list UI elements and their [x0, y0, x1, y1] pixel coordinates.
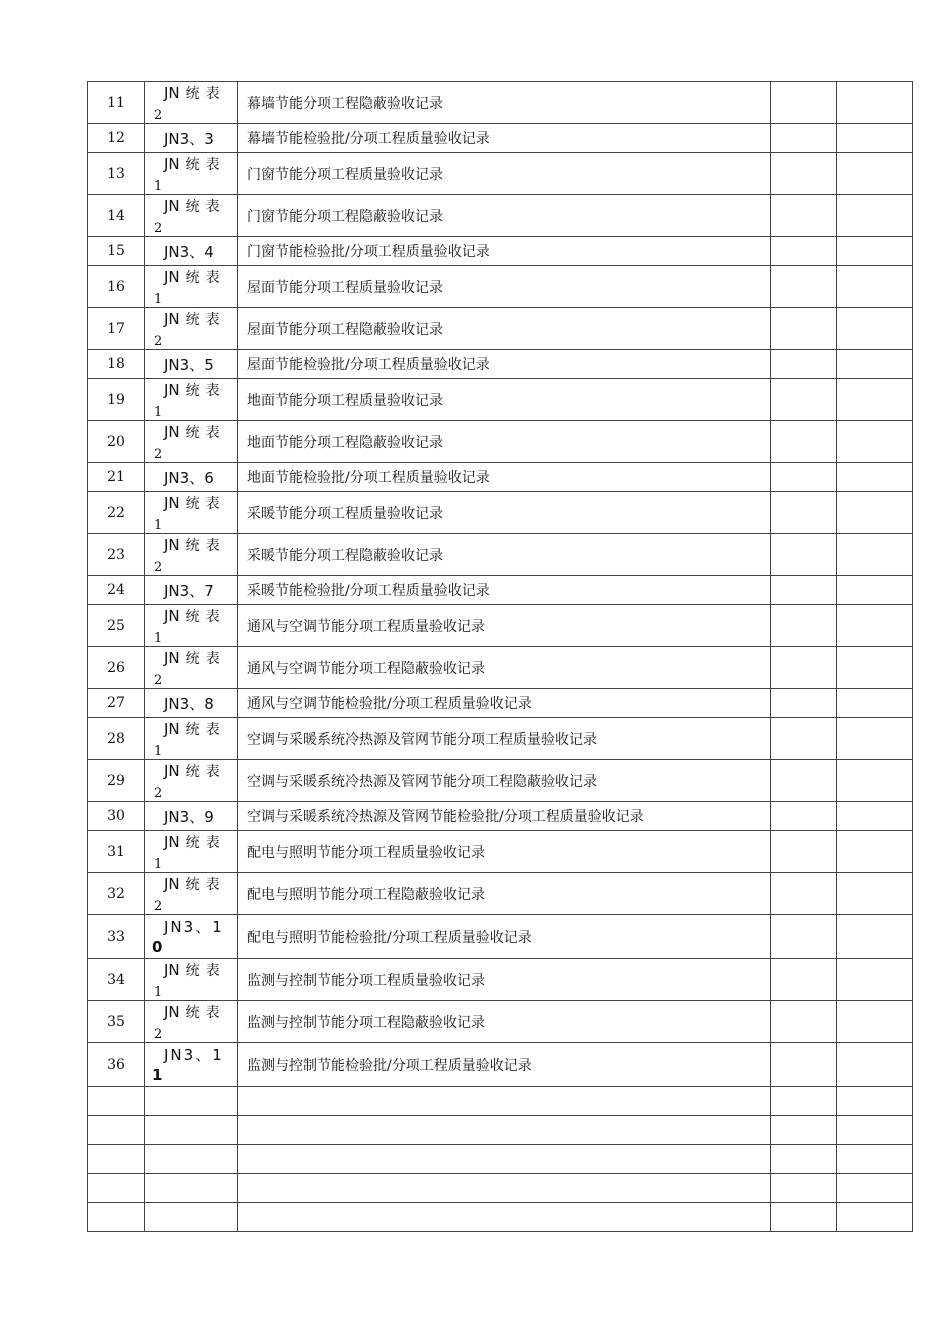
form-code-cell [145, 605, 238, 647]
col-4-cell [771, 237, 837, 266]
table-row [88, 689, 913, 718]
empty-table-row [88, 1116, 913, 1145]
table-row [88, 379, 913, 421]
table-row [88, 534, 913, 576]
empty-cell [88, 1174, 145, 1203]
form-code-number: 2 [154, 1027, 163, 1042]
empty-table-row [88, 1203, 913, 1232]
form-code-cell [145, 237, 238, 266]
record-name: 采暖节能检验批/分项工程质量验收记录 [238, 576, 771, 605]
form-code-cell [145, 831, 238, 873]
form-code-cell [145, 718, 238, 760]
records-table-body [88, 82, 913, 1232]
record-name: 空调与采暖系统冷热源及管网节能分项工程质量验收记录 [238, 718, 771, 760]
empty-table-row [88, 1174, 913, 1203]
col-5-cell [837, 802, 913, 831]
col-5-cell [837, 308, 913, 350]
col-4-cell [771, 266, 837, 308]
record-name: 监测与控制节能分项工程隐蔽验收记录 [238, 1001, 771, 1043]
col-5-cell [837, 1001, 913, 1043]
col-5-cell [837, 124, 913, 153]
form-code-number: 2 [154, 786, 163, 801]
form-code-type: 统表 [185, 963, 226, 979]
empty-cell [837, 1116, 913, 1145]
form-code-cell [145, 308, 238, 350]
record-name: 门窗节能检验批/分项工程质量验收记录 [238, 237, 771, 266]
col-4-cell [771, 873, 837, 915]
empty-cell [837, 1145, 913, 1174]
col-5-cell [837, 237, 913, 266]
record-name: 采暖节能分项工程质量验收记录 [238, 492, 771, 534]
col-4-cell [771, 802, 837, 831]
form-code: JN3、5 [164, 355, 214, 374]
table-row [88, 718, 913, 760]
form-code-type: 统表 [185, 157, 226, 173]
table-row [88, 463, 913, 492]
row-number: 14 [88, 195, 145, 237]
form-code-type: 统表 [185, 312, 226, 328]
form-code-line2: 1 [152, 1065, 163, 1084]
record-name: 门窗节能分项工程隐蔽验收记录 [238, 195, 771, 237]
table-row [88, 605, 913, 647]
form-code-type: 统表 [185, 270, 226, 286]
table-row [88, 959, 913, 1001]
form-code-prefix: JN [164, 310, 180, 328]
row-number: 34 [88, 959, 145, 1001]
form-code-prefix: JN [164, 155, 180, 173]
col-4-cell [771, 605, 837, 647]
form-code-prefix: JN [164, 1003, 180, 1021]
empty-cell [771, 1087, 837, 1116]
col-5-cell [837, 153, 913, 195]
col-5-cell [837, 760, 913, 802]
col-5-cell [837, 689, 913, 718]
col-4-cell [771, 1043, 837, 1087]
row-number: 20 [88, 421, 145, 463]
record-name: 门窗节能分项工程质量验收记录 [238, 153, 771, 195]
table-row [88, 266, 913, 308]
col-4-cell [771, 576, 837, 605]
form-code-number: 2 [154, 221, 163, 236]
form-code-type: 统表 [185, 835, 226, 851]
col-5-cell [837, 350, 913, 379]
form-code-type: 统表 [185, 609, 226, 625]
form-code-number: 2 [154, 108, 163, 123]
form-code-prefix: JN [164, 494, 180, 512]
record-name: 配电与照明节能检验批/分项工程质量验收记录 [238, 915, 771, 959]
form-code-number: 1 [154, 744, 163, 759]
empty-cell [145, 1145, 238, 1174]
row-number: 17 [88, 308, 145, 350]
table-row [88, 915, 913, 959]
form-code-type: 统表 [185, 722, 226, 738]
form-code-type: 统表 [185, 86, 226, 102]
form-code-cell [145, 379, 238, 421]
empty-cell [837, 1174, 913, 1203]
empty-cell [771, 1174, 837, 1203]
col-5-cell [837, 959, 913, 1001]
form-code: JN3、9 [164, 807, 214, 826]
col-4-cell [771, 308, 837, 350]
record-name: 监测与控制节能分项工程质量验收记录 [238, 959, 771, 1001]
form-code-type: 统表 [185, 1005, 226, 1021]
form-code-prefix: JN [164, 762, 180, 780]
empty-cell [88, 1116, 145, 1145]
form-code-number: 2 [154, 673, 163, 688]
record-name: 幕墙节能分项工程隐蔽验收记录 [238, 82, 771, 124]
empty-cell [837, 1203, 913, 1232]
form-code-type: 统表 [185, 764, 226, 780]
form-code-cell [145, 124, 238, 153]
col-4-cell [771, 153, 837, 195]
col-5-cell [837, 831, 913, 873]
form-code: JN3、3 [164, 129, 214, 148]
empty-cell [145, 1087, 238, 1116]
form-code-cell [145, 1001, 238, 1043]
col-5-cell [837, 379, 913, 421]
form-code-number: 1 [154, 179, 163, 194]
empty-cell [145, 1174, 238, 1203]
form-code-cell [145, 266, 238, 308]
table-row [88, 153, 913, 195]
empty-cell [238, 1203, 771, 1232]
col-4-cell [771, 124, 837, 153]
row-number: 13 [88, 153, 145, 195]
col-4-cell [771, 421, 837, 463]
record-name: 幕墙节能检验批/分项工程质量验收记录 [238, 124, 771, 153]
form-code-number: 1 [154, 292, 163, 307]
col-5-cell [837, 534, 913, 576]
table-row [88, 873, 913, 915]
table-row [88, 350, 913, 379]
form-code-prefix: JN [164, 720, 180, 738]
record-name: 通风与空调节能检验批/分项工程质量验收记录 [238, 689, 771, 718]
form-code-cell [145, 463, 238, 492]
record-name: 监测与控制节能检验批/分项工程质量验收记录 [238, 1043, 771, 1087]
form-code-type: 统表 [185, 425, 226, 441]
table-row [88, 308, 913, 350]
empty-cell [238, 1145, 771, 1174]
row-number: 12 [88, 124, 145, 153]
form-code-cell [145, 350, 238, 379]
row-number: 27 [88, 689, 145, 718]
record-name: 配电与照明节能分项工程质量验收记录 [238, 831, 771, 873]
col-4-cell [771, 831, 837, 873]
form-code-prefix: JN [164, 197, 180, 215]
form-code-cell [145, 873, 238, 915]
form-code-cell [145, 576, 238, 605]
col-5-cell [837, 576, 913, 605]
empty-cell [238, 1116, 771, 1145]
col-5-cell [837, 195, 913, 237]
col-5-cell [837, 915, 913, 959]
col-5-cell [837, 1043, 913, 1087]
form-code-type: 统表 [185, 877, 226, 893]
form-code-number: 1 [154, 985, 163, 1000]
row-number: 21 [88, 463, 145, 492]
form-code-cell [145, 153, 238, 195]
form-code-cell [145, 915, 238, 959]
form-code-prefix: JN [164, 423, 180, 441]
form-code-number: 2 [154, 334, 163, 349]
form-code-cell [145, 492, 238, 534]
record-name: 屋面节能检验批/分项工程质量验收记录 [238, 350, 771, 379]
form-code-type: 统表 [185, 199, 226, 215]
empty-cell [837, 1087, 913, 1116]
form-code-number: 1 [154, 405, 163, 420]
col-4-cell [771, 463, 837, 492]
table-row [88, 124, 913, 153]
row-number: 30 [88, 802, 145, 831]
col-5-cell [837, 718, 913, 760]
empty-cell [88, 1203, 145, 1232]
empty-cell [238, 1087, 771, 1116]
record-name: 采暖节能分项工程隐蔽验收记录 [238, 534, 771, 576]
empty-table-row [88, 1087, 913, 1116]
table-row [88, 1043, 913, 1087]
row-number: 32 [88, 873, 145, 915]
form-code-type: 统表 [185, 538, 226, 554]
form-code-prefix: JN [164, 381, 180, 399]
form-code: JN3、8 [164, 694, 214, 713]
row-number: 29 [88, 760, 145, 802]
col-5-cell [837, 873, 913, 915]
record-name: 空调与采暖系统冷热源及管网节能分项工程隐蔽验收记录 [238, 760, 771, 802]
col-4-cell [771, 760, 837, 802]
record-name: 地面节能分项工程质量验收记录 [238, 379, 771, 421]
form-code-cell [145, 534, 238, 576]
table-row [88, 421, 913, 463]
form-code: JN3、7 [164, 581, 214, 600]
row-number: 28 [88, 718, 145, 760]
row-number: 19 [88, 379, 145, 421]
table-row [88, 647, 913, 689]
records-table [87, 81, 913, 1232]
empty-cell [771, 1145, 837, 1174]
col-4-cell [771, 959, 837, 1001]
empty-cell [145, 1116, 238, 1145]
table-row [88, 576, 913, 605]
table-row [88, 802, 913, 831]
row-number: 23 [88, 534, 145, 576]
form-code-prefix: JN [164, 536, 180, 554]
form-code: JN3、6 [164, 468, 214, 487]
form-code-type: 统表 [185, 383, 226, 399]
col-4-cell [771, 195, 837, 237]
col-4-cell [771, 379, 837, 421]
col-4-cell [771, 534, 837, 576]
col-4-cell [771, 492, 837, 534]
form-code: JN3、4 [164, 242, 214, 261]
col-5-cell [837, 82, 913, 124]
row-number: 16 [88, 266, 145, 308]
row-number: 22 [88, 492, 145, 534]
record-name: 通风与空调节能分项工程隐蔽验收记录 [238, 647, 771, 689]
form-code-prefix: JN [164, 607, 180, 625]
row-number: 18 [88, 350, 145, 379]
form-code-number: 1 [154, 518, 163, 533]
table-row [88, 237, 913, 266]
form-code-number: 1 [154, 631, 163, 646]
form-code-prefix: JN [164, 961, 180, 979]
table-row [88, 831, 913, 873]
form-code-line1: JN3、1 [164, 917, 224, 936]
form-code-cell [145, 195, 238, 237]
form-code-cell [145, 802, 238, 831]
col-5-cell [837, 647, 913, 689]
empty-table-row [88, 1145, 913, 1174]
form-code-prefix: JN [164, 875, 180, 893]
empty-cell [238, 1174, 771, 1203]
table-row [88, 760, 913, 802]
form-code-prefix: JN [164, 84, 180, 102]
empty-cell [145, 1203, 238, 1232]
form-code-prefix: JN [164, 833, 180, 851]
table-row [88, 492, 913, 534]
col-4-cell [771, 82, 837, 124]
row-number: 35 [88, 1001, 145, 1043]
form-code-number: 1 [154, 857, 163, 872]
form-code-cell [145, 82, 238, 124]
col-4-cell [771, 689, 837, 718]
row-number: 33 [88, 915, 145, 959]
record-name: 通风与空调节能分项工程质量验收记录 [238, 605, 771, 647]
form-code-prefix: JN [164, 649, 180, 667]
col-4-cell [771, 915, 837, 959]
row-number: 15 [88, 237, 145, 266]
empty-cell [771, 1116, 837, 1145]
col-5-cell [837, 463, 913, 492]
record-name: 屋面节能分项工程质量验收记录 [238, 266, 771, 308]
row-number: 31 [88, 831, 145, 873]
form-code-cell [145, 421, 238, 463]
form-code-line1: JN3、1 [164, 1045, 224, 1064]
empty-cell [88, 1087, 145, 1116]
empty-cell [771, 1203, 837, 1232]
col-4-cell [771, 647, 837, 689]
row-number: 24 [88, 576, 145, 605]
col-5-cell [837, 266, 913, 308]
record-name: 屋面节能分项工程隐蔽验收记录 [238, 308, 771, 350]
table-row [88, 1001, 913, 1043]
record-name: 地面节能检验批/分项工程质量验收记录 [238, 463, 771, 492]
row-number: 36 [88, 1043, 145, 1087]
record-name: 配电与照明节能分项工程隐蔽验收记录 [238, 873, 771, 915]
col-5-cell [837, 605, 913, 647]
row-number: 26 [88, 647, 145, 689]
col-5-cell [837, 492, 913, 534]
form-code-number: 2 [154, 447, 163, 462]
form-code-cell [145, 647, 238, 689]
form-code-cell [145, 689, 238, 718]
form-code-number: 2 [154, 899, 163, 914]
form-code-cell [145, 760, 238, 802]
form-code-type: 统表 [185, 651, 226, 667]
col-4-cell [771, 1001, 837, 1043]
form-code-cell [145, 959, 238, 1001]
record-name: 空调与采暖系统冷热源及管网节能检验批/分项工程质量验收记录 [238, 802, 771, 831]
col-4-cell [771, 350, 837, 379]
table-row [88, 195, 913, 237]
record-name: 地面节能分项工程隐蔽验收记录 [238, 421, 771, 463]
form-code-cell [145, 1043, 238, 1087]
empty-cell [88, 1145, 145, 1174]
row-number: 11 [88, 82, 145, 124]
col-5-cell [837, 421, 913, 463]
col-4-cell [771, 718, 837, 760]
form-code-type: 统表 [185, 496, 226, 512]
form-code-number: 2 [154, 560, 163, 575]
row-number: 25 [88, 605, 145, 647]
form-code-prefix: JN [164, 268, 180, 286]
table-row [88, 82, 913, 124]
form-code-line2: 0 [152, 937, 163, 956]
